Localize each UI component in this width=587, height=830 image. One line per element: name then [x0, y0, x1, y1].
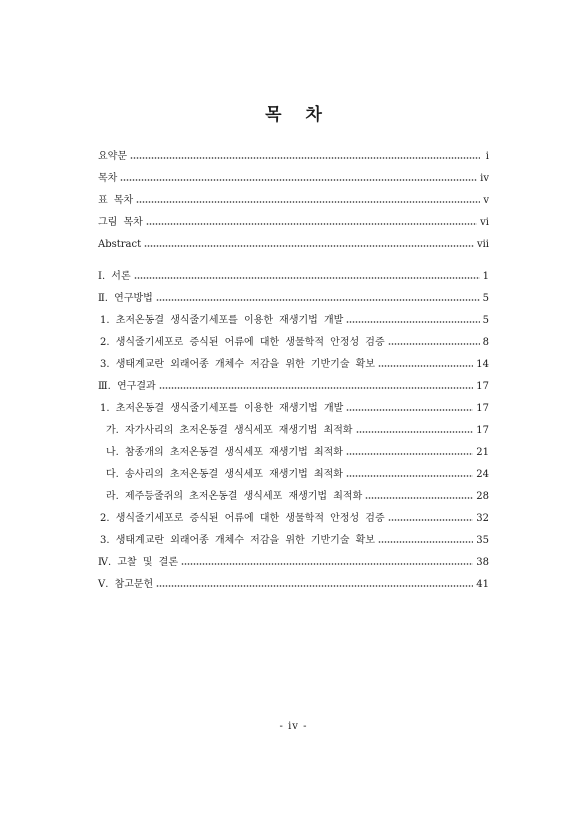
dot-leader — [156, 585, 473, 588]
toc-entry-label: 나. 참종개의 초저온동결 생식세포 재생기법 최적화 — [106, 447, 343, 458]
toc-entry-label: 그림 목차 — [98, 217, 143, 228]
dot-leader — [136, 201, 480, 204]
toc-entry-label: 라. 제주등줄쥐의 초저온동결 생식세포 재생기법 최적화 — [106, 491, 363, 502]
toc-entry-page: 35 — [476, 535, 489, 546]
toc-subsection[interactable] — [98, 486, 489, 508]
dot-leader — [130, 157, 480, 160]
toc-entry-label: 요약문 — [98, 151, 127, 162]
toc-entry-label: 1. 초저온동결 생식줄기세포를 이용한 재생기법 개발 — [100, 403, 344, 414]
toc-entry-label: Ⅴ. 참고문헌 — [98, 579, 154, 590]
toc-entry-page: vii — [476, 239, 489, 250]
toc-subsection[interactable] — [98, 464, 489, 486]
dot-leader — [159, 387, 474, 390]
toc-entry-page: 24 — [476, 469, 489, 480]
toc-entry-label: 2. 생식줄기세포로 증식된 어류에 대한 생물학적 안정성 검증 — [100, 513, 385, 524]
toc-chapters — [98, 266, 489, 596]
toc-subsection[interactable] — [98, 420, 489, 442]
toc-chapter[interactable] — [98, 288, 489, 310]
toc-entry-label: 2. 생식줄기세포로 증식된 어류에 대한 생물학적 안정성 검증 — [100, 337, 385, 348]
toc-entry-label: 3. 생태계교란 외래어종 개체수 저감을 위한 기반기술 확보 — [100, 359, 375, 370]
toc-entry-page: 17 — [476, 425, 489, 436]
dot-leader — [120, 179, 477, 182]
dot-leader — [365, 497, 473, 500]
toc-subsection[interactable] — [98, 442, 489, 464]
dot-leader — [346, 453, 473, 456]
page-title: 목 차 — [265, 105, 331, 125]
toc-entry-page: 5 — [482, 315, 489, 326]
toc-section[interactable] — [98, 310, 489, 332]
toc-entry-label: 다. 송사리의 초저온동결 생식세포 재생기법 최적화 — [106, 469, 343, 480]
toc-entry-contents[interactable] — [98, 168, 489, 190]
toc-section[interactable] — [98, 398, 489, 420]
dot-leader — [378, 365, 473, 368]
dot-leader — [388, 519, 474, 522]
toc-entry-page: 28 — [476, 491, 489, 502]
toc-section[interactable] — [98, 508, 489, 530]
toc-entry-page: iv — [480, 173, 489, 184]
dot-leader — [156, 299, 480, 302]
toc-entry-page: 21 — [476, 447, 489, 458]
toc-entry-page: 8 — [482, 337, 489, 348]
toc-entry-page: 38 — [476, 557, 489, 568]
toc-entry-page: 32 — [476, 513, 489, 524]
toc-entry-page: vi — [480, 217, 489, 228]
toc-section[interactable] — [98, 332, 489, 354]
toc-section[interactable] — [98, 354, 489, 376]
page-number-footer: - iv - — [279, 721, 308, 732]
dot-leader — [346, 409, 473, 412]
toc-entry-page: 14 — [476, 359, 489, 370]
toc-entry-label: 1. 초저온동결 생식줄기세포를 이용한 재생기법 개발 — [100, 315, 344, 326]
toc-entry-label: Ⅳ. 고찰 및 결론 — [98, 557, 179, 568]
dot-leader — [134, 277, 480, 280]
toc-chapter[interactable] — [98, 552, 489, 574]
dot-leader — [146, 223, 477, 226]
toc-chapter[interactable] — [98, 266, 489, 288]
toc-entry-page: 41 — [476, 579, 489, 590]
toc-entry-label: Abstract — [98, 239, 142, 250]
dot-leader — [346, 321, 479, 324]
toc-entry-page: i — [485, 151, 489, 162]
toc-entry-page: 5 — [482, 293, 489, 304]
toc-entry-figure-list[interactable] — [98, 212, 489, 234]
dot-leader — [144, 245, 474, 248]
toc-entry-page: 1 — [482, 271, 489, 282]
toc-entry-label: 3. 생태계교란 외래어종 개체수 저감을 위한 기반기술 확보 — [100, 535, 375, 546]
toc-entry-page: v — [483, 195, 489, 206]
dot-leader — [356, 431, 474, 434]
dot-leader — [388, 343, 480, 346]
dot-leader — [181, 563, 473, 566]
toc-chapter[interactable] — [98, 376, 489, 398]
toc-entry-table-list[interactable] — [98, 190, 489, 212]
toc-entry-label: Ⅲ. 연구결과 — [98, 381, 156, 392]
toc-entry-label: 목차 — [98, 173, 118, 184]
dot-leader — [346, 475, 473, 478]
toc-entry-summary[interactable] — [98, 146, 489, 168]
toc-section[interactable] — [98, 530, 489, 552]
toc-entry-label: 가. 자가사리의 초저온동결 생식세포 재생기법 최적화 — [106, 425, 353, 436]
toc-entry-page: 17 — [476, 403, 489, 414]
dot-leader — [378, 541, 473, 544]
toc-entry-label: Ⅱ. 연구방법 — [98, 293, 153, 304]
toc-entry-label: 표 목차 — [98, 195, 134, 206]
toc-entry-label: Ⅰ. 서론 — [98, 271, 131, 282]
toc-chapter[interactable] — [98, 574, 489, 596]
toc-front-matter — [98, 146, 489, 256]
toc-entry-abstract[interactable] — [98, 234, 489, 256]
toc-entry-page: 17 — [476, 381, 489, 392]
